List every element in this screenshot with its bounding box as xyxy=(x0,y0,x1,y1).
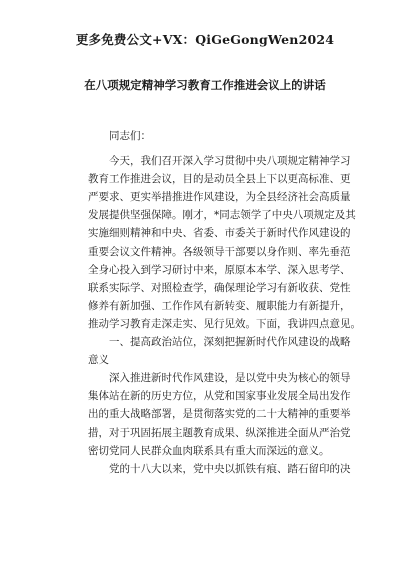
text-line: 集体站在新的历史方位，从党和国家事业发展全局出发作 xyxy=(88,390,351,403)
salutation: 同志们： xyxy=(109,130,151,142)
text-line: 措，对于巩固拓展主题教育成果、纵深推进全面从严治党 xyxy=(88,426,351,439)
text-line: 一、提高政治站位，深刻把握新时代作风建设的战略 xyxy=(109,336,351,349)
text-line: 今天，我们召开深入学习贯彻中央八项规定精神学习 xyxy=(109,155,351,168)
text-line: 党的十八大以来，党中央以抓铁有痕、踏石留印的决 xyxy=(109,462,351,475)
text-line: 教育工作推进会议，目的是动员全县上下以更高标准、更 xyxy=(88,173,351,186)
text-line: 重要会议文件精神。各级领导干部要以身作则、率先垂范 xyxy=(88,245,351,258)
text-line: 密切党同人民群众血肉联系具有重大而深远的意义。 xyxy=(88,444,330,457)
text-line: 实施细则精神和中央、省委、市委关于新时代作风建设的 xyxy=(88,227,351,240)
text-line: 严要求、更实举措推进作风建设，为全县经济社会高质量 xyxy=(88,191,351,204)
text-line: 联系实际学、对照检查学，确保理论学习有新收获、党性 xyxy=(88,281,351,294)
document-body xyxy=(88,127,361,478)
text-line: 发展提供坚强保障。刚才，*同志领学了中央八项规定及其 xyxy=(88,209,356,222)
text-line: 全身心投入到学习研讨中来，原原本本学、深入思考学、 xyxy=(88,263,351,276)
text-line: 推动学习教育走深走实、见行见效。下面，我讲四点意见。 xyxy=(88,317,361,330)
text-line: 出的重大战略部署，是贯彻落实党的二十大精神的重要举 xyxy=(88,408,351,421)
document-title: 在八项规定精神学习教育工作推进会议上的讲话 xyxy=(84,78,326,92)
text-line: 深入推进新时代作风建设，是以党中央为核心的领导 xyxy=(109,372,351,385)
text-line: 意义 xyxy=(88,354,109,367)
paragraph-lines xyxy=(88,152,361,478)
watermark-text: 更多免费公文+VX：QiGeGongWen2024 xyxy=(75,32,335,47)
text-line: 修养有新加强、工作作风有新转变、履职能力有新提升， xyxy=(88,299,351,312)
